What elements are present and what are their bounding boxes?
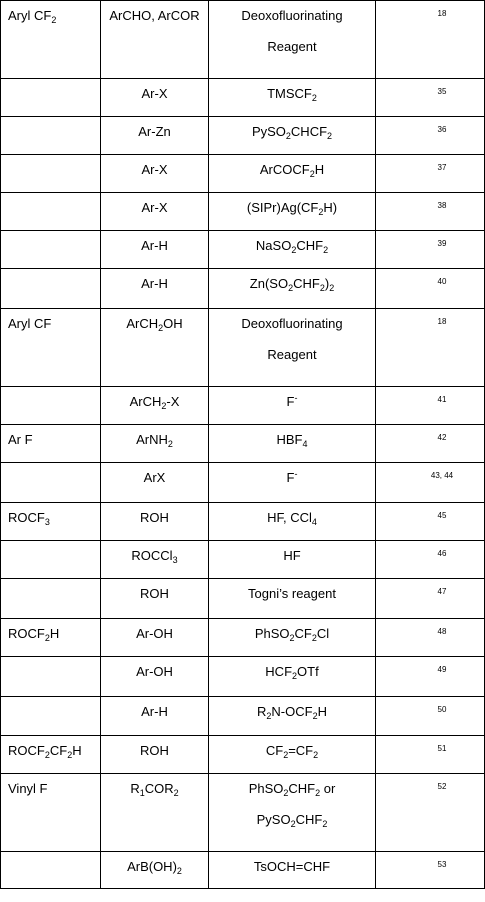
group-cell [1,657,101,697]
substrate-cell [101,774,209,852]
reagent-line [248,586,336,601]
text-fragment: PySO [256,812,291,827]
reference-cell: 43, 44 [376,463,485,503]
text-fragment: Ar-X [141,86,168,101]
reagent-line [247,200,337,215]
text-fragment: -X [166,394,180,409]
reagent-line [249,781,336,796]
reference-cell: 47 [376,579,485,619]
reagent-cell [209,231,376,269]
text-fragment: 2 [319,283,325,293]
text-fragment: Deoxofluorinating [241,8,343,23]
table-row [1,155,485,193]
substrate-cell [101,231,209,269]
reagent-line [255,626,329,641]
reagent-line [267,86,317,101]
substrate-cell [101,463,209,503]
text-fragment: OTf [297,664,319,679]
reagent-line [241,316,342,331]
text-fragment: ArB(OH) [127,859,177,874]
text-fragment: ArCOCF [259,162,310,177]
text-fragment: =CF [288,743,314,758]
reagent-cell [209,463,376,503]
substrate-cell [101,387,209,425]
group-cell [1,309,101,387]
table-row [1,1,485,79]
text-fragment: Reagent [267,39,317,54]
text-fragment: Ar-Zn [138,124,171,139]
text-fragment: ArX [143,470,166,485]
text-fragment: 2 [158,323,164,333]
substrate-cell [101,503,209,541]
text-fragment: 2 [315,788,321,798]
table-body [1,1,485,889]
group-cell [1,463,101,503]
text-fragment: 2 [329,283,335,293]
text-fragment: Ar-OH [136,664,173,679]
text-fragment: R [130,781,140,796]
text-fragment: TsOCH=CHF [253,859,331,874]
reagent-cell [209,619,376,657]
reference-cell: 53 [376,852,485,889]
reagent-line [241,8,342,23]
text-fragment: 2 [292,671,298,681]
reagent-cell [209,503,376,541]
text-fragment: Zn(SO [249,276,289,291]
text-fragment: HF, CCl [267,510,312,525]
text-fragment: 2 [51,15,57,25]
group-cell [1,231,101,269]
text-fragment: ArNH [136,432,168,447]
text-fragment: 3 [172,555,178,565]
table-row [1,736,485,774]
group-cell [1,579,101,619]
table-row [1,619,485,657]
text-fragment: ROCF [8,626,45,641]
reagent-cell [209,736,376,774]
text-fragment: 4 [311,517,317,527]
reference-cell: 41 [376,387,485,425]
text-fragment: H) [323,200,338,215]
reference-cell: 42 [376,425,485,463]
reagent-line [267,510,317,525]
reference-cell: 35 [376,79,485,117]
reagent-cell [209,269,376,309]
text-fragment: PhSO [254,626,290,641]
reagent-line [266,743,318,758]
table-row [1,193,485,231]
table-row [1,579,485,619]
reagent-line [250,276,334,291]
table-row [1,269,485,309]
reagent-cell [209,657,376,697]
text-fragment: 2 [161,401,167,411]
text-fragment: NaSO [255,238,292,253]
reagent-line [287,470,298,485]
text-fragment: CF [294,626,312,641]
group-cell [1,1,101,79]
text-fragment: 2 [323,245,329,255]
reference-cell: 18 [376,309,485,387]
substrate-cell [101,736,209,774]
text-fragment: 2 [283,750,289,760]
substrate-cell [101,117,209,155]
reference-cell: 36 [376,117,485,155]
text-fragment: Ar-X [141,162,168,177]
text-fragment: 2 [327,131,333,141]
group-cell [1,852,101,889]
reference-cell: 39 [376,231,485,269]
text-fragment: CHF [293,276,320,291]
group-cell [1,193,101,231]
reagent-line [215,811,369,829]
text-fragment: Ar-X [141,200,168,215]
text-fragment: TMSCF [267,86,312,101]
text-fragment: HBF [276,432,303,447]
group-cell [1,117,101,155]
substrate-cell [101,155,209,193]
reagent-line [252,124,332,139]
text-fragment: CF [49,743,68,758]
text-fragment: Cl [316,626,330,641]
table-row [1,852,485,889]
reagent-cell [209,541,376,579]
text-fragment: 2 [318,207,324,217]
group-cell [1,79,101,117]
text-fragment: PhSO [248,781,284,796]
reagent-cell [209,79,376,117]
reference-cell: 37 [376,155,485,193]
reagent-cell [209,1,376,79]
text-fragment: 2 [266,711,272,721]
group-cell [1,697,101,736]
text-fragment: - [294,469,298,479]
group-cell [1,541,101,579]
text-fragment: 3 [44,517,50,527]
text-fragment: ROCCl [131,548,173,563]
text-fragment: 2 [322,819,328,829]
text-fragment: H [314,162,325,177]
text-fragment: 2 [288,283,294,293]
text-fragment: COR [144,781,174,796]
text-fragment: CHF [295,812,323,827]
text-fragment: 4 [302,439,308,449]
text-fragment: 2 [283,788,289,798]
text-fragment: 2 [311,633,317,643]
substrate-cell [101,579,209,619]
text-fragment: H [49,626,60,641]
reference-cell: 18 [376,1,485,79]
text-fragment: 2 [167,439,173,449]
substrate-cell [101,309,209,387]
table-row [1,231,485,269]
table-row [1,425,485,463]
table-row [1,463,485,503]
reagent-line [265,664,318,679]
text-fragment: 2 [44,750,50,760]
text-fragment: (SIPr)Ag(CF [246,200,319,215]
text-fragment: Aryl CF [8,8,52,23]
text-fragment: N-OCF [271,704,313,719]
reference-cell: 50 [376,697,485,736]
group-cell [1,425,101,463]
reference-cell: 38 [376,193,485,231]
table-row [1,309,485,387]
text-fragment: 2 [67,750,73,760]
text-fragment: ROCF [8,510,45,525]
reagent-line [215,38,369,56]
reagent-line [283,548,300,563]
group-cell [1,503,101,541]
text-fragment: F [286,470,295,485]
table-row [1,79,485,117]
text-fragment: CHF [288,781,316,796]
reagent-cell [209,193,376,231]
reagent-cell [209,387,376,425]
substrate-cell [101,79,209,117]
text-fragment: 2 [173,788,179,798]
reagent-line [257,704,327,719]
table-row [1,541,485,579]
substrate-cell [101,425,209,463]
substrate-cell [101,697,209,736]
substrate-cell [101,619,209,657]
table-row [1,697,485,736]
text-fragment: Ar-H [141,238,168,253]
group-cell [1,619,101,657]
group-cell [1,269,101,309]
text-fragment: ROH [140,510,169,525]
reference-cell: 45 [376,503,485,541]
substrate-cell [101,852,209,889]
table-row [1,657,485,697]
table-row [1,503,485,541]
reference-cell: 51 [376,736,485,774]
text-fragment: Vinyl F [8,781,48,796]
text-fragment: Ar-H [141,276,168,291]
substrate-cell [101,269,209,309]
text-fragment: H [72,743,82,758]
reference-cell: 52 [376,774,485,852]
reagent-cell [209,579,376,619]
table-row [1,117,485,155]
reference-cell: 49 [376,657,485,697]
text-fragment: 2 [290,819,296,829]
text-fragment: PySO [251,124,286,139]
text-fragment: ) [324,276,330,291]
text-fragment: 2 [309,169,315,179]
text-fragment: 1 [139,788,145,798]
group-cell [1,155,101,193]
text-fragment: - [294,393,298,403]
reagent-cell [209,425,376,463]
text-fragment: 2 [311,93,317,103]
table-row [1,774,485,852]
reagent-line [215,346,369,364]
substrate-cell [101,1,209,79]
text-fragment: ArCH [129,394,162,409]
text-fragment: 2 [313,750,319,760]
reference-cell: 48 [376,619,485,657]
reagent-cell [209,852,376,889]
text-fragment: ROH [140,586,169,601]
text-fragment: CF [265,743,284,758]
text-fragment: 2 [289,633,295,643]
reagent-cell [209,697,376,736]
text-fragment: Deoxofluorinating [241,316,343,331]
reagent-cell [209,309,376,387]
text-fragment: R [257,704,267,719]
text-fragment: Reagent [267,347,317,362]
text-fragment: Ar-H [141,704,168,719]
text-fragment: F [286,394,295,409]
reagent-line [276,432,307,447]
group-cell [1,774,101,852]
text-fragment: 2 [312,711,318,721]
reagent-line [260,162,324,177]
text-fragment: HCF [265,664,293,679]
text-fragment: Aryl CF [8,316,52,331]
reagent-cell [209,155,376,193]
reagent-cell [209,774,376,852]
group-cell [1,736,101,774]
text-fragment: ROH [140,743,169,758]
text-fragment: 2 [176,866,182,876]
text-fragment: Togni’s reagent [248,586,336,601]
table-row [1,387,485,425]
text-fragment: CHF [296,238,324,253]
text-fragment: Ar-OH [136,626,173,641]
reagent-cell [209,117,376,155]
text-fragment: OH [163,316,183,331]
reference-cell: 40 [376,269,485,309]
text-fragment: 2 [291,245,297,255]
substrate-cell [101,657,209,697]
text-fragment: Ar F [8,432,33,447]
reagent-line [287,394,298,409]
reagent-line [256,238,328,253]
text-fragment: H [317,704,327,719]
substrate-cell [101,193,209,231]
group-cell [1,387,101,425]
reference-cell: 46 [376,541,485,579]
text-fragment: ROCF [8,743,45,758]
substrate-cell [101,541,209,579]
text-fragment: or [320,781,336,796]
reagent-line [254,859,330,874]
text-fragment: CHCF [290,124,328,139]
text-fragment: HF [283,548,301,563]
text-fragment: ArCH [126,316,159,331]
text-fragment: ArCHO, ArCOR [109,8,200,23]
text-fragment: 2 [285,131,291,141]
text-fragment: 2 [44,633,50,643]
